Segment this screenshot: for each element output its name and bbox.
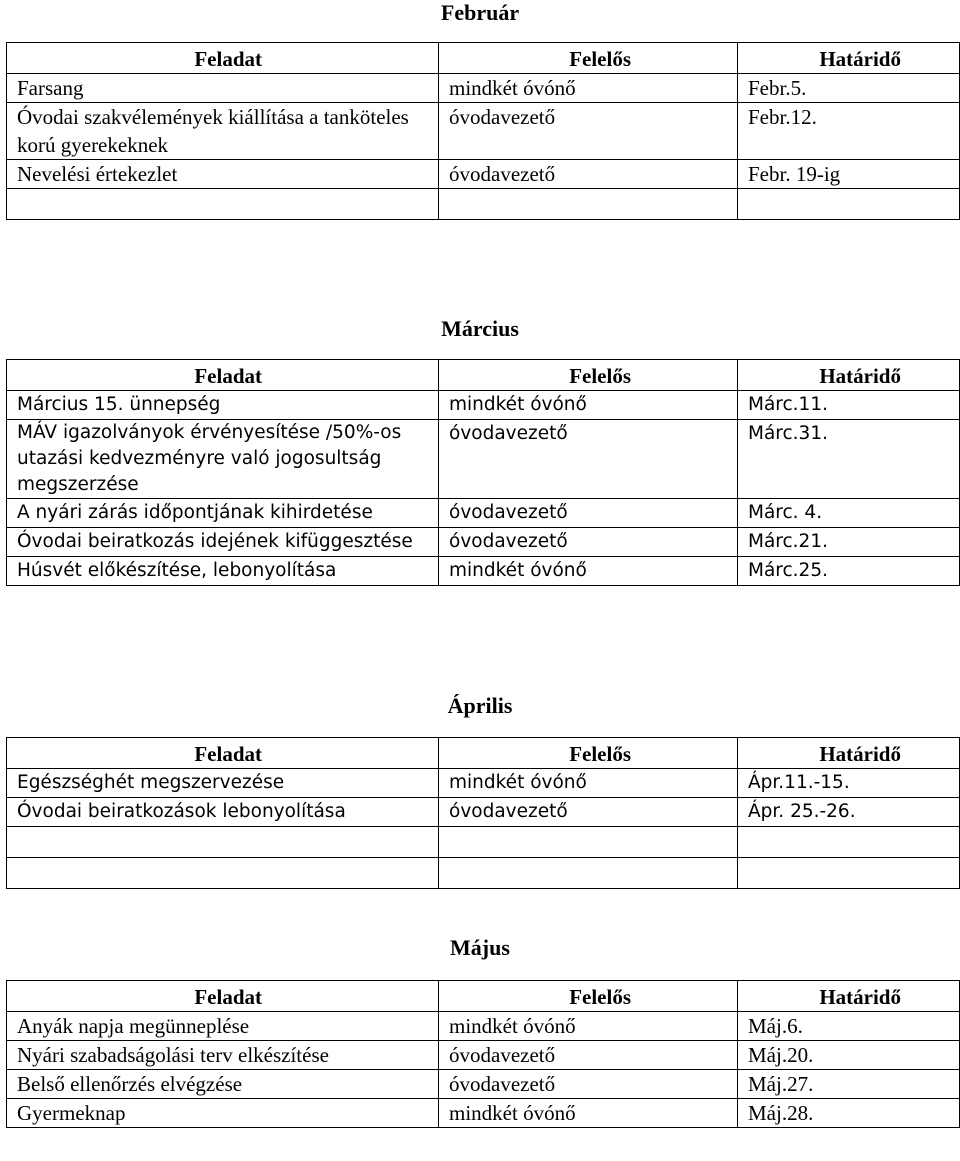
schedule-table-februar (6, 42, 960, 220)
responsible-cell: mindkét óvónő (439, 74, 738, 103)
schedule-table-majus (6, 980, 960, 1128)
deadline-cell: Febr.12. (738, 103, 960, 160)
deadline-cell (738, 827, 960, 858)
task-cell: Óvodai szakvélemények kiállítása a tanköteles korú gyerekeknek (7, 103, 439, 160)
header-responsible: Felelős (439, 981, 738, 1012)
table-row (7, 557, 960, 586)
deadline-cell: Febr. 19-ig (738, 160, 960, 189)
header-responsible: Felelős (439, 738, 738, 769)
responsible-cell: óvodavezető (439, 499, 738, 528)
responsible-cell: óvodavezető (439, 528, 738, 557)
table-row (7, 499, 960, 528)
task-cell (7, 189, 439, 220)
table-row (7, 528, 960, 557)
month-title-februar: Február (440, 0, 520, 25)
task-cell: Gyermeknap (7, 1099, 439, 1128)
responsible-cell: óvodavezető (439, 160, 738, 189)
table-row (7, 1099, 960, 1128)
table-row (7, 1012, 960, 1041)
deadline-cell: Márc.31. (738, 420, 960, 499)
deadline-cell: Márc.11. (738, 391, 960, 420)
header-responsible: Felelős (439, 360, 738, 391)
responsible-cell: óvodavezető (439, 420, 738, 499)
deadline-cell: Ápr.11.-15. (738, 769, 960, 798)
responsible-cell: óvodavezető (439, 1041, 738, 1070)
table-row (7, 798, 960, 827)
task-cell: Nevelési értekezlet (7, 160, 439, 189)
task-cell: Belső ellenőrzés elvégzése (7, 1070, 439, 1099)
table-row (7, 1070, 960, 1099)
table-header-row (7, 43, 960, 74)
header-task: Feladat (7, 43, 439, 74)
table-header-row (7, 981, 960, 1012)
deadline-cell: Márc. 4. (738, 499, 960, 528)
header-task: Feladat (7, 738, 439, 769)
table-row (7, 160, 960, 189)
header-responsible: Felelős (439, 43, 738, 74)
task-cell (7, 858, 439, 889)
task-cell: A nyári zárás időpontjának kihirdetése (7, 499, 439, 528)
responsible-cell (439, 189, 738, 220)
task-cell (7, 827, 439, 858)
deadline-cell: Márc.21. (738, 528, 960, 557)
task-cell: Farsang (7, 74, 439, 103)
empty-row (7, 858, 960, 889)
header-deadline: Határidő (738, 981, 960, 1012)
schedule-table-aprilis (6, 737, 960, 889)
table-row (7, 103, 960, 160)
deadline-cell: Ápr. 25.-26. (738, 798, 960, 827)
deadline-cell (738, 189, 960, 220)
responsible-cell (439, 827, 738, 858)
header-deadline: Határidő (738, 43, 960, 74)
header-deadline: Határidő (738, 360, 960, 391)
task-cell: Húsvét előkészítése, lebonyolítása (7, 557, 439, 586)
deadline-cell: Máj.28. (738, 1099, 960, 1128)
schedule-table-marcius (6, 359, 960, 586)
table-row (7, 74, 960, 103)
responsible-cell: mindkét óvónő (439, 391, 738, 420)
responsible-cell: óvodavezető (439, 1070, 738, 1099)
month-title-marcius: Március (441, 316, 519, 341)
table-row (7, 1041, 960, 1070)
month-title-aprilis: Április (447, 693, 513, 718)
deadline-cell: Máj.20. (738, 1041, 960, 1070)
task-cell: Március 15. ünnepség (7, 391, 439, 420)
deadline-cell (738, 858, 960, 889)
table-row (7, 769, 960, 798)
responsible-cell: mindkét óvónő (439, 1099, 738, 1128)
deadline-cell: Febr.5. (738, 74, 960, 103)
responsible-cell (439, 858, 738, 889)
table-row (7, 420, 960, 499)
task-cell: Óvodai beiratkozás idejének kifüggesztése (7, 528, 439, 557)
header-deadline: Határidő (738, 738, 960, 769)
header-task: Feladat (7, 981, 439, 1012)
task-cell: MÁV igazolványok érvényesítése /50%-os utazási kedvezményre való jogosultság megszerzése (7, 420, 439, 499)
task-cell: Óvodai beiratkozások lebonyolítása (7, 798, 439, 827)
table-header-row (7, 738, 960, 769)
deadline-cell: Máj.27. (738, 1070, 960, 1099)
deadline-cell: Máj.6. (738, 1012, 960, 1041)
responsible-cell: mindkét óvónő (439, 1012, 738, 1041)
task-cell: Egészséghét megszervezése (7, 769, 439, 798)
task-cell: Anyák napja megünneplése (7, 1012, 439, 1041)
responsible-cell: óvodavezető (439, 798, 738, 827)
task-cell: Nyári szabadságolási terv elkészítése (7, 1041, 439, 1070)
responsible-cell: mindkét óvónő (439, 557, 738, 586)
month-title-majus: Május (450, 935, 510, 960)
table-header-row (7, 360, 960, 391)
deadline-cell: Márc.25. (738, 557, 960, 586)
responsible-cell: óvodavezető (439, 103, 738, 160)
responsible-cell: mindkét óvónő (439, 769, 738, 798)
empty-row (7, 827, 960, 858)
table-row (7, 391, 960, 420)
header-task: Feladat (7, 360, 439, 391)
empty-row (7, 189, 960, 220)
